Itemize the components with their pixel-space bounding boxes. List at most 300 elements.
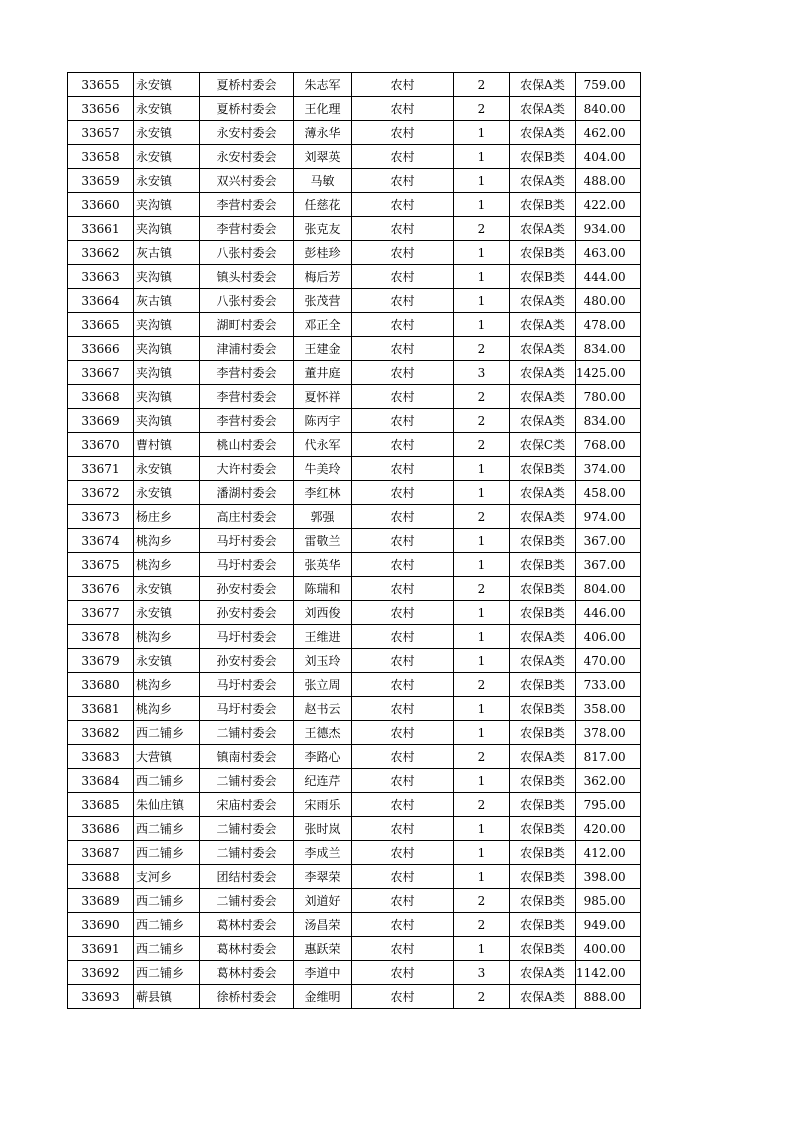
town-cell: 永安镇 (134, 577, 200, 601)
person-count-cell: 2 (454, 577, 510, 601)
amount-cell: 795.00 (576, 793, 641, 817)
village-committee-cell: 孙安村委会 (200, 649, 294, 673)
village-committee-cell: 夏桥村委会 (200, 97, 294, 121)
village-committee-cell: 李营村委会 (200, 361, 294, 385)
insurance-category-cell: 农保A类 (510, 985, 576, 1009)
town-cell: 永安镇 (134, 481, 200, 505)
record-id-cell: 33683 (68, 745, 134, 769)
amount-cell: 804.00 (576, 577, 641, 601)
name-cell: 张立周 (294, 673, 352, 697)
village-committee-cell: 马圩村委会 (200, 529, 294, 553)
record-id-cell: 33692 (68, 961, 134, 985)
name-cell: 薄永华 (294, 121, 352, 145)
name-cell: 李翠荣 (294, 865, 352, 889)
insurance-category-cell: 农保A类 (510, 121, 576, 145)
village-committee-cell: 团结村委会 (200, 865, 294, 889)
person-count-cell: 1 (454, 841, 510, 865)
record-id-cell: 33672 (68, 481, 134, 505)
insurance-category-cell: 农保A类 (510, 409, 576, 433)
insurance-category-cell: 农保B类 (510, 241, 576, 265)
town-cell: 桃沟乡 (134, 553, 200, 577)
insurance-category-cell: 农保B类 (510, 937, 576, 961)
household-type-cell: 农村 (352, 169, 454, 193)
household-type-cell: 农村 (352, 73, 454, 97)
table-row (68, 961, 641, 985)
town-cell: 蕲县镇 (134, 985, 200, 1009)
amount-cell: 404.00 (576, 145, 641, 169)
person-count-cell: 3 (454, 361, 510, 385)
town-cell: 永安镇 (134, 649, 200, 673)
insurance-category-cell: 农保B类 (510, 265, 576, 289)
household-type-cell: 农村 (352, 481, 454, 505)
insurance-category-cell: 农保A类 (510, 289, 576, 313)
record-id-cell: 33670 (68, 433, 134, 457)
person-count-cell: 1 (454, 697, 510, 721)
name-cell: 刘玉玲 (294, 649, 352, 673)
person-count-cell: 3 (454, 961, 510, 985)
amount-cell: 462.00 (576, 121, 641, 145)
name-cell: 金维明 (294, 985, 352, 1009)
village-committee-cell: 二铺村委会 (200, 841, 294, 865)
record-id-cell: 33665 (68, 313, 134, 337)
amount-cell: 1142.00 (576, 961, 641, 985)
village-committee-cell: 李营村委会 (200, 385, 294, 409)
insurance-category-cell: 农保A类 (510, 385, 576, 409)
table-row (68, 985, 641, 1009)
village-committee-cell: 二铺村委会 (200, 889, 294, 913)
record-id-cell: 33662 (68, 241, 134, 265)
village-committee-cell: 镇南村委会 (200, 745, 294, 769)
town-cell: 夹沟镇 (134, 385, 200, 409)
table-row (68, 769, 641, 793)
village-committee-cell: 二铺村委会 (200, 721, 294, 745)
table-row (68, 577, 641, 601)
record-id-cell: 33660 (68, 193, 134, 217)
household-type-cell: 农村 (352, 673, 454, 697)
table-row (68, 361, 641, 385)
town-cell: 西二铺乡 (134, 937, 200, 961)
table-row (68, 937, 641, 961)
household-type-cell: 农村 (352, 121, 454, 145)
amount-cell: 840.00 (576, 97, 641, 121)
village-committee-cell: 桃山村委会 (200, 433, 294, 457)
household-type-cell: 农村 (352, 913, 454, 937)
insurance-category-cell: 农保B类 (510, 529, 576, 553)
table-row (68, 673, 641, 697)
name-cell: 代永军 (294, 433, 352, 457)
insurance-category-cell: 农保A类 (510, 361, 576, 385)
town-cell: 永安镇 (134, 73, 200, 97)
town-cell: 西二铺乡 (134, 841, 200, 865)
name-cell: 任慈花 (294, 193, 352, 217)
table-row (68, 865, 641, 889)
record-id-cell: 33655 (68, 73, 134, 97)
insurance-category-cell: 农保A类 (510, 481, 576, 505)
household-type-cell: 农村 (352, 193, 454, 217)
town-cell: 西二铺乡 (134, 721, 200, 745)
table-row (68, 73, 641, 97)
name-cell: 刘翠英 (294, 145, 352, 169)
person-count-cell: 1 (454, 625, 510, 649)
record-id-cell: 33688 (68, 865, 134, 889)
table-row (68, 625, 641, 649)
amount-cell: 406.00 (576, 625, 641, 649)
table-row (68, 97, 641, 121)
village-committee-cell: 马圩村委会 (200, 673, 294, 697)
amount-cell: 733.00 (576, 673, 641, 697)
name-cell: 纪连芹 (294, 769, 352, 793)
person-count-cell: 2 (454, 985, 510, 1009)
table-row (68, 409, 641, 433)
household-type-cell: 农村 (352, 409, 454, 433)
amount-cell: 780.00 (576, 385, 641, 409)
town-cell: 朱仙庄镇 (134, 793, 200, 817)
amount-cell: 358.00 (576, 697, 641, 721)
village-committee-cell: 二铺村委会 (200, 817, 294, 841)
amount-cell: 463.00 (576, 241, 641, 265)
record-id-cell: 33658 (68, 145, 134, 169)
amount-cell: 834.00 (576, 337, 641, 361)
household-type-cell: 农村 (352, 217, 454, 241)
household-type-cell: 农村 (352, 265, 454, 289)
town-cell: 夹沟镇 (134, 313, 200, 337)
record-id-cell: 33693 (68, 985, 134, 1009)
insurance-category-cell: 农保B类 (510, 889, 576, 913)
insurance-category-cell: 农保A类 (510, 217, 576, 241)
town-cell: 桃沟乡 (134, 697, 200, 721)
name-cell: 宋雨乐 (294, 793, 352, 817)
town-cell: 永安镇 (134, 145, 200, 169)
record-id-cell: 33690 (68, 913, 134, 937)
household-type-cell: 农村 (352, 289, 454, 313)
person-count-cell: 1 (454, 769, 510, 793)
welfare-table (67, 72, 641, 1009)
record-id-cell: 33679 (68, 649, 134, 673)
name-cell: 陈丙宇 (294, 409, 352, 433)
person-count-cell: 2 (454, 889, 510, 913)
household-type-cell: 农村 (352, 313, 454, 337)
household-type-cell: 农村 (352, 793, 454, 817)
town-cell: 永安镇 (134, 457, 200, 481)
table-row (68, 697, 641, 721)
name-cell: 赵书云 (294, 697, 352, 721)
name-cell: 彭桂珍 (294, 241, 352, 265)
table-row (68, 913, 641, 937)
table-row (68, 241, 641, 265)
household-type-cell: 农村 (352, 937, 454, 961)
amount-cell: 458.00 (576, 481, 641, 505)
name-cell: 马敏 (294, 169, 352, 193)
name-cell: 李路心 (294, 745, 352, 769)
person-count-cell: 2 (454, 385, 510, 409)
village-committee-cell: 葛林村委会 (200, 913, 294, 937)
name-cell: 王维进 (294, 625, 352, 649)
town-cell: 桃沟乡 (134, 673, 200, 697)
name-cell: 刘道好 (294, 889, 352, 913)
household-type-cell: 农村 (352, 553, 454, 577)
household-type-cell: 农村 (352, 697, 454, 721)
record-id-cell: 33656 (68, 97, 134, 121)
record-id-cell: 33681 (68, 697, 134, 721)
record-id-cell: 33673 (68, 505, 134, 529)
person-count-cell: 2 (454, 73, 510, 97)
household-type-cell: 农村 (352, 625, 454, 649)
household-type-cell: 农村 (352, 745, 454, 769)
name-cell: 王德杰 (294, 721, 352, 745)
record-id-cell: 33657 (68, 121, 134, 145)
insurance-category-cell: 农保B类 (510, 601, 576, 625)
table-row (68, 649, 641, 673)
village-committee-cell: 二铺村委会 (200, 769, 294, 793)
table-row (68, 721, 641, 745)
record-id-cell: 33674 (68, 529, 134, 553)
village-committee-cell: 大许村委会 (200, 457, 294, 481)
name-cell: 李成兰 (294, 841, 352, 865)
insurance-category-cell: 农保A类 (510, 97, 576, 121)
insurance-category-cell: 农保A类 (510, 505, 576, 529)
insurance-category-cell: 农保A类 (510, 169, 576, 193)
name-cell: 王化理 (294, 97, 352, 121)
table-row (68, 745, 641, 769)
household-type-cell: 农村 (352, 529, 454, 553)
village-committee-cell: 徐桥村委会 (200, 985, 294, 1009)
village-committee-cell: 夏桥村委会 (200, 73, 294, 97)
village-committee-cell: 葛林村委会 (200, 937, 294, 961)
amount-cell: 478.00 (576, 313, 641, 337)
record-id-cell: 33687 (68, 841, 134, 865)
table-row (68, 385, 641, 409)
record-id-cell: 33680 (68, 673, 134, 697)
name-cell: 李红林 (294, 481, 352, 505)
town-cell: 桃沟乡 (134, 625, 200, 649)
town-cell: 西二铺乡 (134, 889, 200, 913)
person-count-cell: 1 (454, 481, 510, 505)
town-cell: 夹沟镇 (134, 193, 200, 217)
household-type-cell: 农村 (352, 889, 454, 913)
table-row (68, 121, 641, 145)
person-count-cell: 2 (454, 793, 510, 817)
person-count-cell: 1 (454, 289, 510, 313)
person-count-cell: 2 (454, 745, 510, 769)
table-row (68, 529, 641, 553)
table-row (68, 553, 641, 577)
table-row (68, 457, 641, 481)
name-cell: 牛美玲 (294, 457, 352, 481)
table-row (68, 337, 641, 361)
town-cell: 永安镇 (134, 97, 200, 121)
name-cell: 陈瑞和 (294, 577, 352, 601)
record-id-cell: 33689 (68, 889, 134, 913)
amount-cell: 446.00 (576, 601, 641, 625)
household-type-cell: 农村 (352, 457, 454, 481)
household-type-cell: 农村 (352, 337, 454, 361)
name-cell: 夏怀祥 (294, 385, 352, 409)
name-cell: 张克友 (294, 217, 352, 241)
village-committee-cell: 李营村委会 (200, 217, 294, 241)
person-count-cell: 1 (454, 817, 510, 841)
table-row (68, 145, 641, 169)
table-row (68, 265, 641, 289)
household-type-cell: 农村 (352, 601, 454, 625)
person-count-cell: 1 (454, 553, 510, 577)
village-committee-cell: 孙安村委会 (200, 601, 294, 625)
village-committee-cell: 宋庙村委会 (200, 793, 294, 817)
amount-cell: 934.00 (576, 217, 641, 241)
record-id-cell: 33669 (68, 409, 134, 433)
household-type-cell: 农村 (352, 577, 454, 601)
village-committee-cell: 永安村委会 (200, 121, 294, 145)
town-cell: 夹沟镇 (134, 337, 200, 361)
person-count-cell: 1 (454, 169, 510, 193)
town-cell: 永安镇 (134, 169, 200, 193)
amount-cell: 974.00 (576, 505, 641, 529)
person-count-cell: 1 (454, 241, 510, 265)
town-cell: 永安镇 (134, 121, 200, 145)
insurance-category-cell: 农保B类 (510, 145, 576, 169)
person-count-cell: 1 (454, 313, 510, 337)
amount-cell: 888.00 (576, 985, 641, 1009)
household-type-cell: 农村 (352, 841, 454, 865)
record-id-cell: 33685 (68, 793, 134, 817)
table-row (68, 289, 641, 313)
village-committee-cell: 马圩村委会 (200, 697, 294, 721)
amount-cell: 378.00 (576, 721, 641, 745)
town-cell: 灰古镇 (134, 241, 200, 265)
table-row (68, 481, 641, 505)
household-type-cell: 农村 (352, 721, 454, 745)
insurance-category-cell: 农保A类 (510, 625, 576, 649)
town-cell: 杨庄乡 (134, 505, 200, 529)
table-row (68, 889, 641, 913)
record-id-cell: 33659 (68, 169, 134, 193)
amount-cell: 768.00 (576, 433, 641, 457)
amount-cell: 420.00 (576, 817, 641, 841)
person-count-cell: 1 (454, 145, 510, 169)
amount-cell: 374.00 (576, 457, 641, 481)
town-cell: 西二铺乡 (134, 961, 200, 985)
insurance-category-cell: 农保B类 (510, 553, 576, 577)
record-id-cell: 33668 (68, 385, 134, 409)
household-type-cell: 农村 (352, 649, 454, 673)
amount-cell: 412.00 (576, 841, 641, 865)
insurance-category-cell: 农保A类 (510, 649, 576, 673)
name-cell: 郭强 (294, 505, 352, 529)
name-cell: 张时岚 (294, 817, 352, 841)
town-cell: 夹沟镇 (134, 265, 200, 289)
record-id-cell: 33664 (68, 289, 134, 313)
name-cell: 董井庭 (294, 361, 352, 385)
insurance-category-cell: 农保B类 (510, 193, 576, 217)
record-id-cell: 33667 (68, 361, 134, 385)
household-type-cell: 农村 (352, 817, 454, 841)
insurance-category-cell: 农保B类 (510, 913, 576, 937)
name-cell: 朱志军 (294, 73, 352, 97)
household-type-cell: 农村 (352, 385, 454, 409)
record-id-cell: 33691 (68, 937, 134, 961)
amount-cell: 362.00 (576, 769, 641, 793)
record-id-cell: 33675 (68, 553, 134, 577)
amount-cell: 834.00 (576, 409, 641, 433)
person-count-cell: 2 (454, 673, 510, 697)
village-committee-cell: 高庄村委会 (200, 505, 294, 529)
person-count-cell: 1 (454, 457, 510, 481)
record-id-cell: 33676 (68, 577, 134, 601)
village-committee-cell: 八张村委会 (200, 289, 294, 313)
village-committee-cell: 永安村委会 (200, 145, 294, 169)
household-type-cell: 农村 (352, 361, 454, 385)
insurance-category-cell: 农保B类 (510, 697, 576, 721)
amount-cell: 398.00 (576, 865, 641, 889)
town-cell: 大营镇 (134, 745, 200, 769)
village-committee-cell: 李营村委会 (200, 409, 294, 433)
name-cell: 王建金 (294, 337, 352, 361)
record-id-cell: 33677 (68, 601, 134, 625)
table-body (68, 73, 641, 1009)
insurance-category-cell: 农保B类 (510, 577, 576, 601)
table-row (68, 841, 641, 865)
person-count-cell: 2 (454, 505, 510, 529)
household-type-cell: 农村 (352, 769, 454, 793)
record-id-cell: 33666 (68, 337, 134, 361)
insurance-category-cell: 农保A类 (510, 961, 576, 985)
insurance-category-cell: 农保B类 (510, 673, 576, 697)
village-committee-cell: 李营村委会 (200, 193, 294, 217)
name-cell: 邓正全 (294, 313, 352, 337)
village-committee-cell: 葛林村委会 (200, 961, 294, 985)
record-id-cell: 33661 (68, 217, 134, 241)
person-count-cell: 2 (454, 97, 510, 121)
name-cell: 惠跃荣 (294, 937, 352, 961)
person-count-cell: 1 (454, 529, 510, 553)
amount-cell: 470.00 (576, 649, 641, 673)
name-cell: 张茂营 (294, 289, 352, 313)
person-count-cell: 2 (454, 337, 510, 361)
household-type-cell: 农村 (352, 985, 454, 1009)
insurance-category-cell: 农保B类 (510, 721, 576, 745)
insurance-category-cell: 农保B类 (510, 841, 576, 865)
name-cell: 李道中 (294, 961, 352, 985)
village-committee-cell: 津浦村委会 (200, 337, 294, 361)
amount-cell: 817.00 (576, 745, 641, 769)
table-row (68, 793, 641, 817)
person-count-cell: 1 (454, 601, 510, 625)
insurance-category-cell: 农保B类 (510, 793, 576, 817)
person-count-cell: 2 (454, 217, 510, 241)
town-cell: 西二铺乡 (134, 913, 200, 937)
amount-cell: 444.00 (576, 265, 641, 289)
person-count-cell: 2 (454, 433, 510, 457)
household-type-cell: 农村 (352, 97, 454, 121)
village-committee-cell: 马圩村委会 (200, 625, 294, 649)
town-cell: 夹沟镇 (134, 361, 200, 385)
household-type-cell: 农村 (352, 865, 454, 889)
village-committee-cell: 双兴村委会 (200, 169, 294, 193)
town-cell: 灰古镇 (134, 289, 200, 313)
person-count-cell: 2 (454, 913, 510, 937)
table-row (68, 505, 641, 529)
name-cell: 张英华 (294, 553, 352, 577)
person-count-cell: 1 (454, 865, 510, 889)
amount-cell: 400.00 (576, 937, 641, 961)
town-cell: 西二铺乡 (134, 817, 200, 841)
table-row (68, 433, 641, 457)
insurance-category-cell: 农保A类 (510, 337, 576, 361)
household-type-cell: 农村 (352, 433, 454, 457)
insurance-category-cell: 农保A类 (510, 745, 576, 769)
insurance-category-cell: 农保B类 (510, 865, 576, 889)
town-cell: 支河乡 (134, 865, 200, 889)
record-id-cell: 33686 (68, 817, 134, 841)
